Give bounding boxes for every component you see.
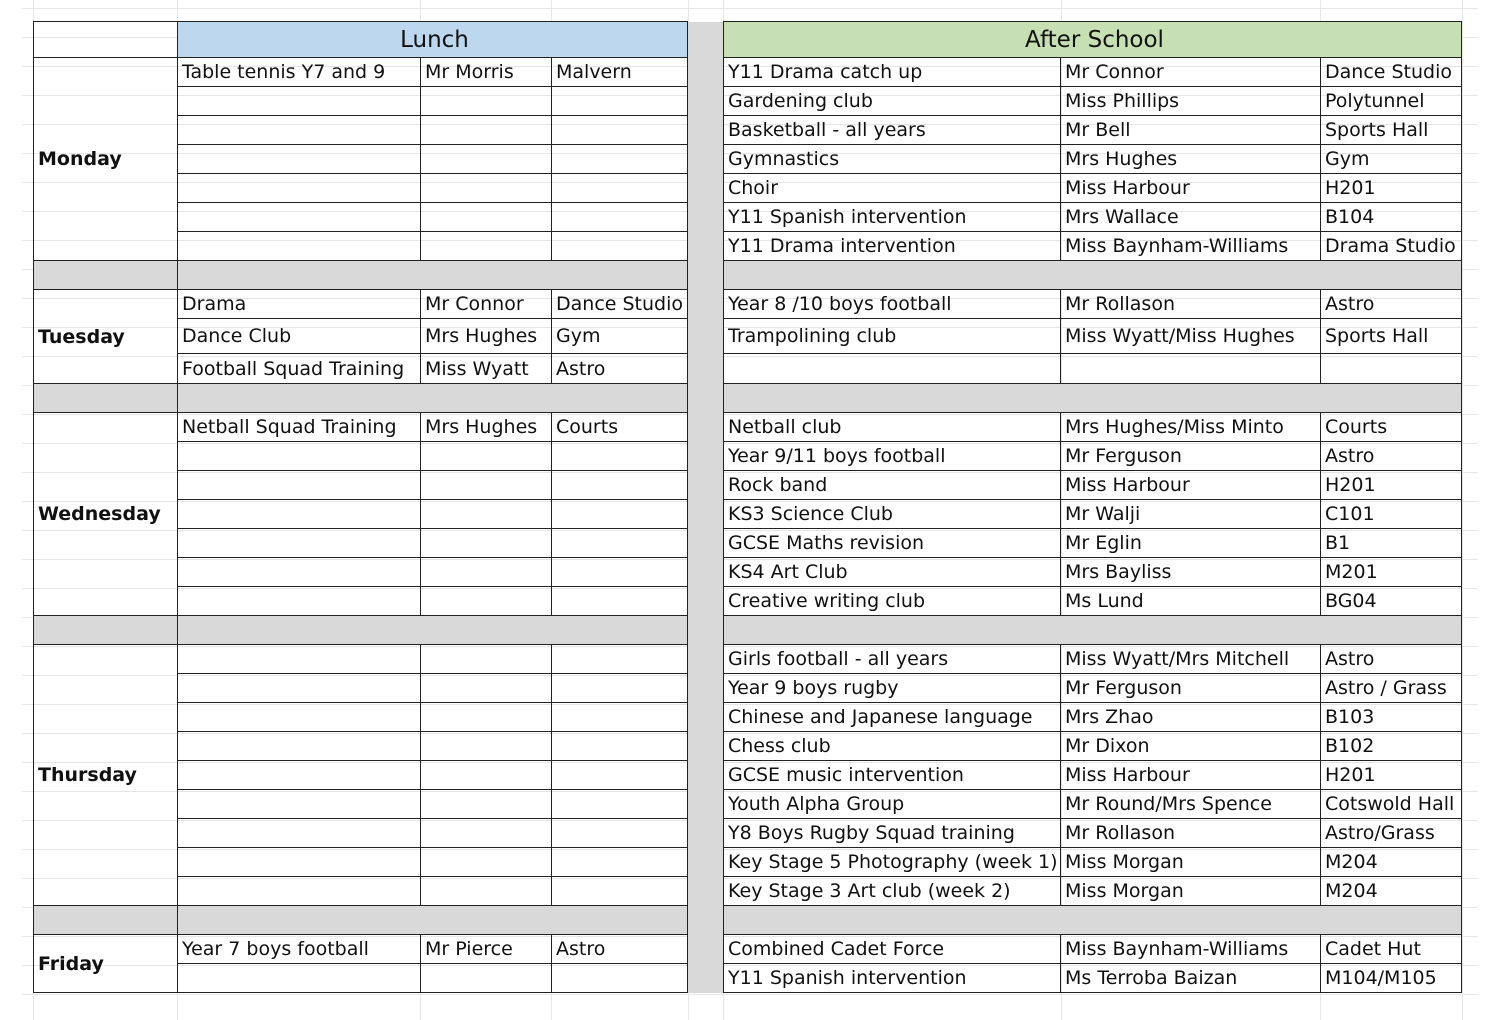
table-row (34, 442, 1462, 471)
separator-cell (724, 616, 1462, 645)
lunch-location-cell (552, 732, 688, 761)
lunch-location-cell (552, 232, 688, 261)
after-school-activity-cell: Y8 Boys Rugby Squad training (724, 819, 1061, 848)
lunch-activity-cell (178, 116, 421, 145)
after-school-activity-cell: Y11 Spanish intervention (724, 964, 1061, 993)
table-row (34, 790, 1462, 819)
after-school-location-cell: M204 (1321, 877, 1462, 906)
after-school-location-cell: B1 (1321, 529, 1462, 558)
after-school-activity-cell: Year 9 boys rugby (724, 674, 1061, 703)
after-school-teacher-cell: Miss Harbour (1061, 174, 1321, 203)
table-row (34, 232, 1462, 261)
after-school-activity-cell: GCSE music intervention (724, 761, 1061, 790)
after-school-location-cell: M204 (1321, 848, 1462, 877)
lunch-teacher-cell (421, 877, 552, 906)
lunch-teacher-cell: Miss Wyatt (421, 354, 552, 384)
after-school-teacher-cell: Miss Morgan (1061, 877, 1321, 906)
lunch-activity-cell (178, 471, 421, 500)
after-school-location-cell: M104/M105 (1321, 964, 1462, 993)
lunch-header: Lunch (178, 22, 688, 58)
lunch-teacher-cell (421, 848, 552, 877)
after-school-teacher-cell: Miss Wyatt/Mrs Mitchell (1061, 645, 1321, 674)
after-school-teacher-cell: Mrs Wallace (1061, 203, 1321, 232)
lunch-activity-cell (178, 587, 421, 616)
after-school-location-cell: Courts (1321, 413, 1462, 442)
lunch-location-cell (552, 964, 688, 993)
after-school-location-cell: H201 (1321, 174, 1462, 203)
lunch-activity-cell: Year 7 boys football (178, 935, 421, 964)
after-school-activity-cell: Girls football - all years (724, 645, 1061, 674)
lunch-activity-cell (178, 500, 421, 529)
lunch-activity-cell (178, 645, 421, 674)
after-school-activity-cell: Rock band (724, 471, 1061, 500)
lunch-location-cell (552, 442, 688, 471)
lunch-activity-cell: Netball Squad Training (178, 413, 421, 442)
lunch-teacher-cell (421, 819, 552, 848)
after-school-teacher-cell: Miss Baynham-Williams (1061, 935, 1321, 964)
lunch-teacher-cell (421, 587, 552, 616)
after-school-teacher-cell: Mrs Bayliss (1061, 558, 1321, 587)
after-school-teacher-cell: Mr Ferguson (1061, 674, 1321, 703)
after-school-teacher-cell: Miss Harbour (1061, 471, 1321, 500)
lunch-location-cell (552, 145, 688, 174)
separator-cell (34, 616, 178, 645)
table-row (34, 471, 1462, 500)
lunch-teacher-cell (421, 761, 552, 790)
column-gap (688, 906, 724, 935)
table-row (34, 290, 1462, 319)
table-row (34, 413, 1462, 442)
table-row (34, 732, 1462, 761)
after-school-activity-cell: Choir (724, 174, 1061, 203)
after-school-teacher-cell: Ms Lund (1061, 587, 1321, 616)
lunch-teacher-cell (421, 500, 552, 529)
lunch-teacher-cell (421, 529, 552, 558)
lunch-location-cell (552, 819, 688, 848)
lunch-location-cell: Malvern (552, 58, 688, 87)
after-school-location-cell: Astro (1321, 442, 1462, 471)
after-school-activity-cell: Chinese and Japanese language (724, 703, 1061, 732)
table-row (34, 203, 1462, 232)
after-school-location-cell: B103 (1321, 703, 1462, 732)
after-school-activity-cell: Trampolining club (724, 319, 1061, 354)
lunch-activity-cell (178, 674, 421, 703)
separator-cell (178, 906, 688, 935)
lunch-location-cell (552, 471, 688, 500)
column-gap (688, 616, 724, 645)
after-school-activity-cell: Year 8 /10 boys football (724, 290, 1061, 319)
after-school-teacher-cell: Mrs Hughes/Miss Minto (1061, 413, 1321, 442)
after-school-location-cell (1321, 354, 1462, 384)
lunch-location-cell (552, 790, 688, 819)
lunch-teacher-cell (421, 116, 552, 145)
table-row (34, 87, 1462, 116)
after-school-activity-cell: Y11 Drama intervention (724, 232, 1061, 261)
column-gap (688, 22, 724, 58)
after-school-location-cell: Dance Studio (1321, 58, 1462, 87)
day-separator-row (34, 261, 1462, 290)
separator-cell (34, 906, 178, 935)
after-school-activity-cell: Creative writing club (724, 587, 1061, 616)
after-school-activity-cell: Youth Alpha Group (724, 790, 1061, 819)
separator-cell (724, 384, 1462, 413)
gridline (22, 8, 1478, 9)
lunch-activity-cell (178, 442, 421, 471)
lunch-teacher-cell: Mr Pierce (421, 935, 552, 964)
after-school-activity-cell: Basketball - all years (724, 116, 1061, 145)
after-school-activity-cell: Netball club (724, 413, 1061, 442)
after-school-location-cell: Astro (1321, 290, 1462, 319)
after-school-location-cell: Gym (1321, 145, 1462, 174)
lunch-location-cell (552, 203, 688, 232)
day-separator-row (34, 906, 1462, 935)
lunch-location-cell: Courts (552, 413, 688, 442)
table-row (34, 819, 1462, 848)
after-school-location-cell: Cotswold Hall (1321, 790, 1462, 819)
lunch-activity-cell: Dance Club (178, 319, 421, 354)
table-row (34, 174, 1462, 203)
table-row (34, 500, 1462, 529)
after-school-location-cell: BG04 (1321, 587, 1462, 616)
table-row (34, 145, 1462, 174)
after-school-teacher-cell: Mr Connor (1061, 58, 1321, 87)
lunch-location-cell (552, 877, 688, 906)
separator-cell (34, 384, 178, 413)
table-row (34, 674, 1462, 703)
after-school-location-cell: Astro (1321, 645, 1462, 674)
column-gap (688, 261, 724, 290)
lunch-activity-cell (178, 819, 421, 848)
lunch-location-cell (552, 116, 688, 145)
table-row (34, 587, 1462, 616)
lunch-teacher-cell (421, 203, 552, 232)
lunch-activity-cell (178, 558, 421, 587)
lunch-activity-cell (178, 174, 421, 203)
after-school-location-cell: B102 (1321, 732, 1462, 761)
lunch-location-cell (552, 848, 688, 877)
lunch-activity-cell (178, 529, 421, 558)
after-school-teacher-cell: Mrs Zhao (1061, 703, 1321, 732)
lunch-activity-cell: Table tennis Y7 and 9 (178, 58, 421, 87)
after-school-location-cell: H201 (1321, 761, 1462, 790)
after-school-teacher-cell: Mr Rollason (1061, 290, 1321, 319)
column-gap (688, 384, 724, 413)
lunch-teacher-cell: Mrs Hughes (421, 413, 552, 442)
after-school-teacher-cell: Mr Eglin (1061, 529, 1321, 558)
column-gap (688, 58, 724, 261)
column-gap (688, 413, 724, 616)
lunch-location-cell: Astro (552, 354, 688, 384)
day-label: Wednesday (34, 413, 178, 616)
lunch-teacher-cell (421, 174, 552, 203)
separator-cell (724, 906, 1462, 935)
lunch-teacher-cell (421, 964, 552, 993)
after-school-activity-cell: Chess club (724, 732, 1061, 761)
lunch-teacher-cell (421, 558, 552, 587)
lunch-location-cell: Dance Studio (552, 290, 688, 319)
lunch-teacher-cell (421, 232, 552, 261)
column-gap (688, 645, 724, 906)
lunch-teacher-cell (421, 471, 552, 500)
after-school-activity-cell: Key Stage 3 Art club (week 2) (724, 877, 1061, 906)
after-school-location-cell: Astro/Grass (1321, 819, 1462, 848)
lunch-activity-cell (178, 703, 421, 732)
corner-cell (34, 22, 178, 58)
lunch-teacher-cell (421, 87, 552, 116)
after-school-location-cell: B104 (1321, 203, 1462, 232)
lunch-location-cell (552, 703, 688, 732)
after-school-activity-cell: GCSE Maths revision (724, 529, 1061, 558)
after-school-teacher-cell: Miss Morgan (1061, 848, 1321, 877)
table-row (34, 58, 1462, 87)
separator-cell (178, 616, 688, 645)
after-school-teacher-cell: Miss Baynham-Williams (1061, 232, 1321, 261)
after-school-location-cell: Cadet Hut (1321, 935, 1462, 964)
separator-cell (178, 261, 688, 290)
after-school-header: After School (724, 22, 1462, 58)
lunch-location-cell: Astro (552, 935, 688, 964)
column-gap (688, 290, 724, 384)
table-row (34, 116, 1462, 145)
after-school-teacher-cell: Mr Walji (1061, 500, 1321, 529)
day-label: Thursday (34, 645, 178, 906)
lunch-activity-cell (178, 848, 421, 877)
table-row (34, 645, 1462, 674)
lunch-activity-cell (178, 203, 421, 232)
after-school-location-cell: M201 (1321, 558, 1462, 587)
after-school-location-cell: C101 (1321, 500, 1462, 529)
table-row (34, 319, 1462, 354)
after-school-activity-cell: Year 9/11 boys football (724, 442, 1061, 471)
lunch-location-cell (552, 87, 688, 116)
after-school-teacher-cell: Mr Dixon (1061, 732, 1321, 761)
lunch-location-cell (552, 587, 688, 616)
table-row (34, 529, 1462, 558)
gridline (22, 994, 1478, 995)
lunch-location-cell (552, 645, 688, 674)
after-school-teacher-cell: Miss Phillips (1061, 87, 1321, 116)
lunch-teacher-cell (421, 645, 552, 674)
lunch-activity-cell (178, 877, 421, 906)
after-school-teacher-cell (1061, 354, 1321, 384)
after-school-activity-cell: Gardening club (724, 87, 1061, 116)
day-label: Tuesday (34, 290, 178, 384)
after-school-activity-cell: KS4 Art Club (724, 558, 1061, 587)
after-school-location-cell: Astro / Grass (1321, 674, 1462, 703)
lunch-activity-cell: Football Squad Training (178, 354, 421, 384)
table-row (34, 558, 1462, 587)
lunch-teacher-cell (421, 674, 552, 703)
table-row (34, 703, 1462, 732)
lunch-teacher-cell: Mr Connor (421, 290, 552, 319)
lunch-teacher-cell (421, 790, 552, 819)
table-row (34, 761, 1462, 790)
lunch-teacher-cell: Mr Morris (421, 58, 552, 87)
after-school-location-cell: Polytunnel (1321, 87, 1462, 116)
lunch-activity-cell (178, 964, 421, 993)
lunch-location-cell (552, 674, 688, 703)
after-school-location-cell: Sports Hall (1321, 116, 1462, 145)
after-school-teacher-cell: Mr Bell (1061, 116, 1321, 145)
lunch-location-cell (552, 174, 688, 203)
column-gap (688, 935, 724, 993)
lunch-activity-cell (178, 732, 421, 761)
table-row (34, 935, 1462, 964)
lunch-activity-cell (178, 232, 421, 261)
gridline (1462, 0, 1463, 1020)
separator-cell (724, 261, 1462, 290)
after-school-teacher-cell: Miss Harbour (1061, 761, 1321, 790)
after-school-location-cell: Drama Studio (1321, 232, 1462, 261)
table-row (34, 877, 1462, 906)
after-school-teacher-cell: Ms Terroba Baizan (1061, 964, 1321, 993)
lunch-location-cell (552, 529, 688, 558)
day-label: Monday (34, 58, 178, 261)
lunch-activity-cell (178, 87, 421, 116)
table-row (34, 964, 1462, 993)
day-separator-row (34, 616, 1462, 645)
after-school-teacher-cell: Mr Ferguson (1061, 442, 1321, 471)
lunch-activity-cell (178, 145, 421, 174)
separator-cell (34, 261, 178, 290)
after-school-activity-cell: Gymnastics (724, 145, 1061, 174)
after-school-activity-cell (724, 354, 1061, 384)
after-school-teacher-cell: Mrs Hughes (1061, 145, 1321, 174)
day-separator-row (34, 384, 1462, 413)
header-row (34, 22, 1462, 58)
lunch-teacher-cell (421, 703, 552, 732)
lunch-location-cell (552, 761, 688, 790)
after-school-teacher-cell: Mr Round/Mrs Spence (1061, 790, 1321, 819)
separator-cell (178, 384, 688, 413)
table-row (34, 848, 1462, 877)
after-school-teacher-cell: Mr Rollason (1061, 819, 1321, 848)
after-school-teacher-cell: Miss Wyatt/Miss Hughes (1061, 319, 1321, 354)
lunch-location-cell: Gym (552, 319, 688, 354)
timetable (33, 21, 1462, 993)
day-label: Friday (34, 935, 178, 993)
after-school-activity-cell: Y11 Spanish intervention (724, 203, 1061, 232)
lunch-location-cell (552, 500, 688, 529)
after-school-location-cell: Sports Hall (1321, 319, 1462, 354)
lunch-activity-cell: Drama (178, 290, 421, 319)
after-school-activity-cell: Key Stage 5 Photography (week 1) (724, 848, 1061, 877)
lunch-teacher-cell (421, 145, 552, 174)
lunch-location-cell (552, 558, 688, 587)
after-school-activity-cell: KS3 Science Club (724, 500, 1061, 529)
lunch-activity-cell (178, 761, 421, 790)
after-school-activity-cell: Combined Cadet Force (724, 935, 1061, 964)
after-school-activity-cell: Y11 Drama catch up (724, 58, 1061, 87)
after-school-location-cell: H201 (1321, 471, 1462, 500)
table-row (34, 354, 1462, 384)
lunch-teacher-cell (421, 732, 552, 761)
lunch-activity-cell (178, 790, 421, 819)
lunch-teacher-cell (421, 442, 552, 471)
lunch-teacher-cell: Mrs Hughes (421, 319, 552, 354)
